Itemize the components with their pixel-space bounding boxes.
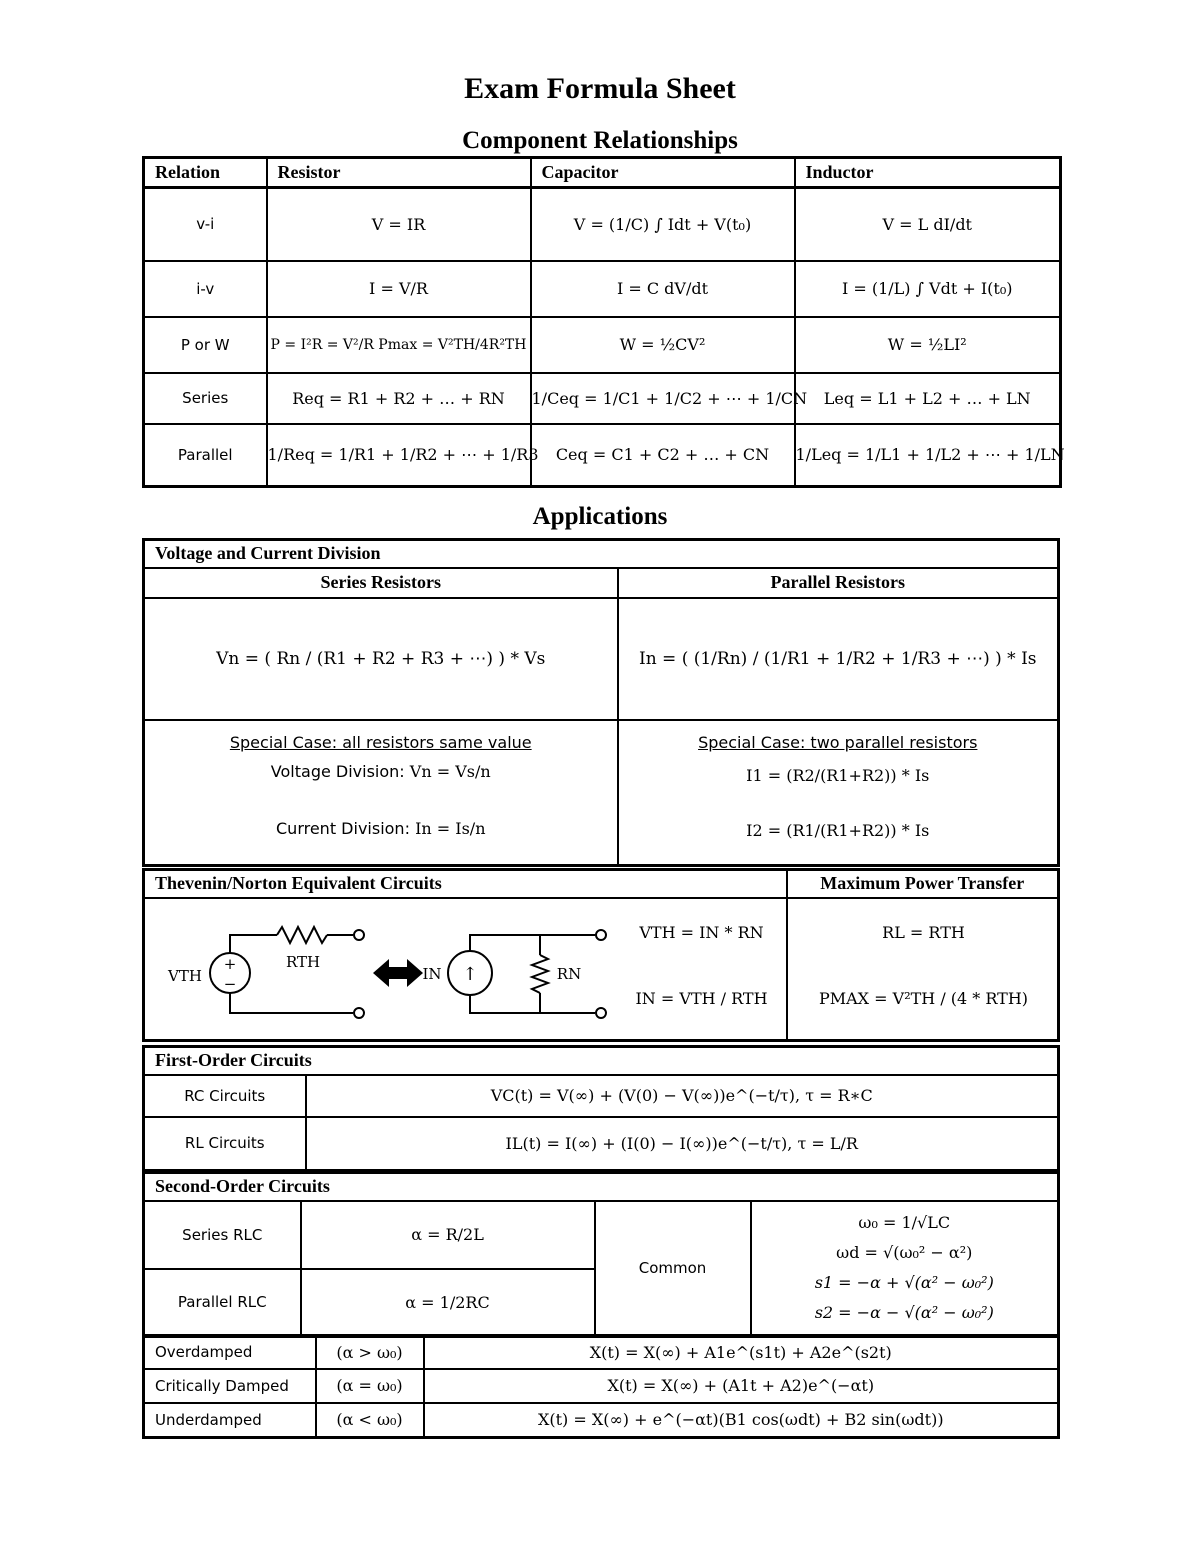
second-order-heading: Second-Order Circuits — [144, 1173, 1059, 1201]
thevenin-table — [142, 868, 1060, 1042]
parallel-special-title: Special Case: two parallel resistors — [698, 732, 978, 752]
series-special-title: Special Case: all resistors same value — [229, 732, 532, 752]
vth-label: VTH — [168, 966, 202, 985]
component-table — [142, 156, 1065, 488]
series-rlc-formula: α = R/2L — [301, 1201, 595, 1269]
current-arrow: ↑ — [462, 963, 478, 985]
inductor-iv-formula: I = (1/L) ∫ Vdt + I(t₀) — [795, 261, 1061, 317]
underdamped-label: Underdamped — [144, 1403, 316, 1438]
s1-formula: s1 = −α + √(α² − ω₀²) — [814, 1273, 994, 1293]
capacitor-series-formula: 1/Ceq = 1/C1 + 1/C2 + ⋯ + 1/CN — [531, 373, 795, 424]
header-capacitor: Capacitor — [531, 158, 795, 188]
header-resistor: Resistor — [267, 158, 531, 188]
thevenin-eq2: IN = VTH / RTH — [635, 988, 768, 1008]
capacitor-iv-formula: I = C dV/dt — [531, 261, 795, 317]
i2-formula: I2 = (R1/(R1+R2)) * Is — [746, 820, 930, 840]
series-special-case — [144, 720, 618, 866]
row-label: Parallel — [144, 424, 267, 487]
mpt-cell — [787, 898, 1059, 1041]
underdamped-formula: X(t) = X(∞) + e^(−αt)(B1 cos(ωdt) + B2 sin(ωdt)) — [424, 1403, 1059, 1438]
parallel-special-case — [618, 720, 1059, 866]
series-resistors-heading: Series Resistors — [144, 568, 618, 598]
component-row-series — [144, 373, 1061, 424]
row-label: P or W — [144, 317, 267, 373]
mpt-eq1: RL = RTH — [882, 922, 965, 942]
overdamped-label: Overdamped — [144, 1336, 316, 1369]
inductor-series-formula: Leq = L1 + L2 + … + LN — [795, 373, 1061, 424]
critically-damped-condition: (α = ω₀) — [316, 1369, 424, 1403]
component-row-pw — [144, 317, 1061, 373]
first-order-table — [142, 1045, 1060, 1172]
capacitor-vi-formula: V = (1/C) ∫ Idt + V(t₀) — [531, 188, 795, 261]
rn-label: RN — [556, 964, 582, 983]
voltage-division-formula: Vn = Vs/n — [409, 761, 491, 781]
thevenin-norton-circuit — [145, 899, 615, 1042]
overdamped-formula: X(t) = X(∞) + A1e^(s1t) + A2e^(s2t) — [424, 1336, 1059, 1369]
current-division-formula: In = Is/n — [415, 818, 486, 838]
rl-label: RL Circuits — [144, 1117, 306, 1171]
series-division-formula: Vn = ( Rn / (R1 + R2 + R3 + ⋯) ) * Vs — [144, 598, 618, 720]
rl-formula: IL(t) = I(∞) + (I(0) − I(∞))e^(−t/τ), τ = L/R — [306, 1117, 1059, 1171]
resistor-rn-icon — [532, 955, 548, 993]
resistor-parallel-formula: 1/Req = 1/R1 + 1/R2 + ⋯ + 1/R3 — [267, 424, 531, 487]
rc-label: RC Circuits — [144, 1075, 306, 1117]
damping-table — [142, 1334, 1060, 1439]
component-row-parallel — [144, 424, 1061, 487]
plus-sign: + — [223, 954, 237, 973]
resistor-iv-formula: I = V/R — [267, 261, 531, 317]
inductor-parallel-formula: 1/Leq = 1/L1 + 1/L2 + ⋯ + 1/LN — [795, 424, 1061, 487]
component-header-row — [144, 158, 1061, 188]
series-rlc-label: Series RLC — [144, 1201, 301, 1269]
component-row-vi — [144, 188, 1061, 261]
parallel-rlc-formula: α = 1/2RC — [301, 1269, 595, 1337]
omega0-formula: ω₀ = 1/√LC — [858, 1213, 951, 1233]
i1-formula: I1 = (R2/(R1+R2)) * Is — [746, 765, 930, 785]
resistor-vi-formula: V = IR — [267, 188, 531, 261]
underdamped-condition: (α < ω₀) — [316, 1403, 424, 1438]
mpt-eq2: PMAX = V²TH / (4 * RTH) — [818, 988, 1029, 1008]
common-formulas — [751, 1201, 1059, 1337]
mpt-heading: Maximum Power Transfer — [787, 870, 1059, 898]
first-order-heading: First-Order Circuits — [144, 1047, 1059, 1075]
header-inductor: Inductor — [795, 158, 1061, 188]
minus-sign: − — [223, 974, 237, 993]
section-title-components: Component Relationships — [462, 127, 738, 154]
inductor-vi-formula: V = L dI/dt — [795, 188, 1061, 261]
equivalence-arrow-icon — [373, 959, 423, 987]
critically-damped-formula: X(t) = X(∞) + (A1t + A2)e^(−αt) — [424, 1369, 1059, 1403]
section-title-applications: Applications — [532, 503, 668, 530]
capacitor-energy-formula: W = ½CV² — [531, 317, 795, 373]
page-title: Exam Formula Sheet — [464, 72, 736, 105]
row-label: i-v — [144, 261, 267, 317]
component-row-iv — [144, 261, 1061, 317]
resistor-rth-icon — [277, 927, 327, 943]
current-division-label: Current Division: — [276, 818, 410, 838]
thevenin-cell — [144, 898, 787, 1041]
parallel-division-formula: In = ( (1/Rn) / (1/R1 + 1/R2 + 1/R3 + ⋯) ) * Is — [618, 598, 1059, 720]
thevenin-eq1: VTH = IN * RN — [639, 922, 764, 942]
row-label: v-i — [144, 188, 267, 261]
in-label: IN — [422, 964, 442, 983]
rth-label: RTH — [285, 952, 321, 971]
parallel-resistors-heading: Parallel Resistors — [618, 568, 1059, 598]
voltage-division-label: Voltage Division: — [270, 761, 405, 781]
critically-damped-label: Critically Damped — [144, 1369, 316, 1403]
overdamped-condition: (α > ω₀) — [316, 1336, 424, 1369]
capacitor-parallel-formula: Ceq = C1 + C2 + … + CN — [531, 424, 795, 487]
division-table — [142, 538, 1060, 867]
row-label: Series — [144, 373, 267, 424]
resistor-power-formula: P = I²R = V²/R Pmax = V²TH/4R²TH — [267, 317, 531, 373]
omegad-formula: ωd = √(ω₀² − α²) — [836, 1243, 973, 1263]
header-relation: Relation — [144, 158, 267, 188]
common-label: Common — [595, 1201, 751, 1337]
thevenin-heading: Thevenin/Norton Equivalent Circuits — [144, 870, 787, 898]
second-order-table — [142, 1171, 1060, 1338]
parallel-rlc-label: Parallel RLC — [144, 1269, 301, 1337]
resistor-series-formula: Req = R1 + R2 + … + RN — [267, 373, 531, 424]
s2-formula: s2 = −α − √(α² − ω₀²) — [814, 1303, 994, 1323]
inductor-energy-formula: W = ½LI² — [795, 317, 1061, 373]
rc-formula: VC(t) = V(∞) + (V(0) − V(∞))e^(−t/τ), τ = R∗C — [306, 1075, 1059, 1117]
division-heading: Voltage and Current Division — [144, 540, 1059, 568]
